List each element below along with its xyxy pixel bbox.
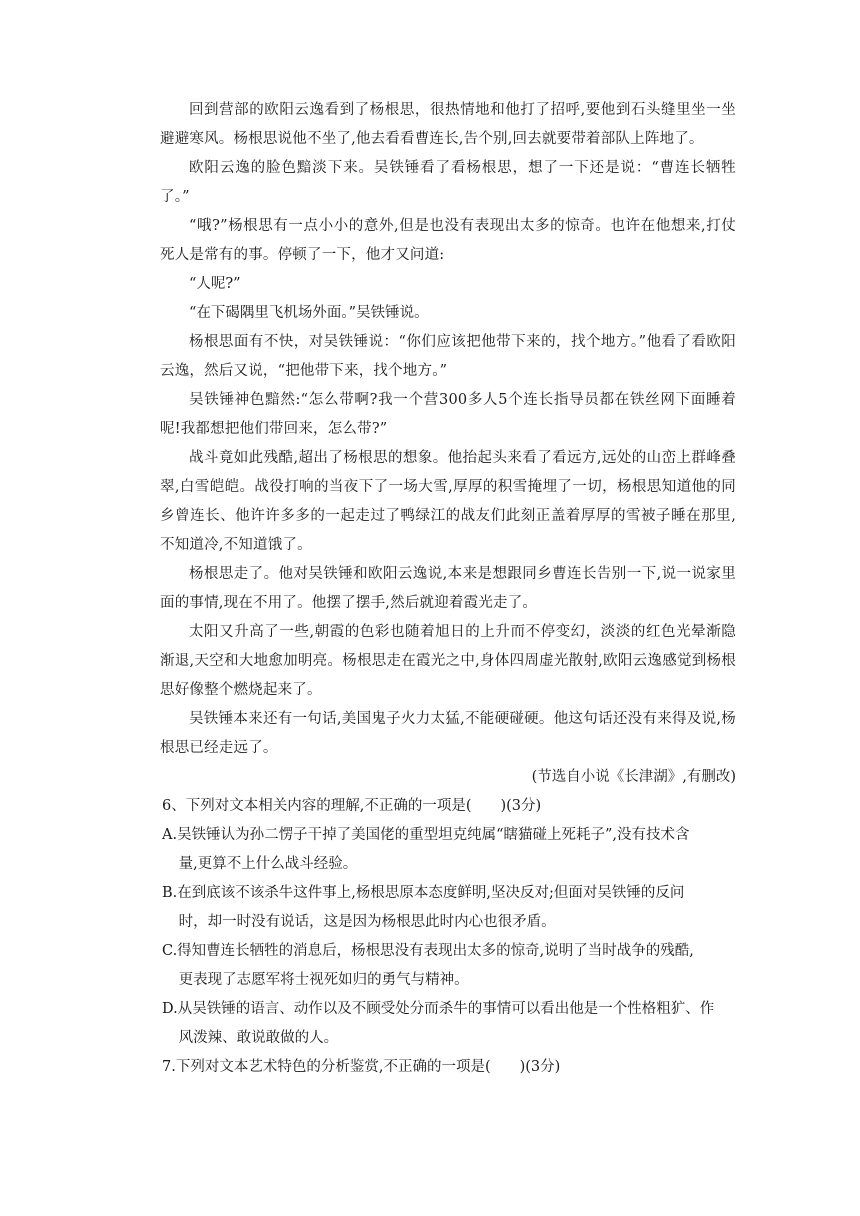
option-c-continuation: 更表现了志愿军将士视死如归的勇气与精神。	[178, 972, 469, 988]
question-6-option-b	[160, 879, 736, 937]
passage-paragraph-4: “人呢?”	[189, 276, 241, 292]
passage-paragraph-9: 杨根思走了。他对吴铁锤和欧阳云逸说,本来是想跟同乡曹连长告别一下,说一说家里面的事情,现在不用了。他摆了摆手,然后就迎着霞光走了。	[160, 566, 736, 611]
document-content	[160, 96, 736, 1082]
passage-paragraph-7: 吴铁锤神色黯然:“怎么带啊?我一个营300多人5个连长指导员都在铁丝网下面睡着呢!我都想把他们带回来，怎么带?”	[160, 392, 736, 437]
question-6-option-d	[160, 995, 736, 1053]
option-b-first-line: B.在到底该不该杀牛这件事上,杨根思原本态度鲜明,坚决反对;但面对吴铁锤的反问	[162, 885, 685, 901]
option-b-continuation: 时，却一时没有说话，这是因为杨根思此时内心也很矛盾。	[178, 914, 556, 930]
passage-paragraph-8: 战斗竟如此残酷,超出了杨根思的想象。他抬起头来看了看远方,远处的山峦上群峰叠翠,白雪皑皑。战役打响的当夜下了一场大雪,厚厚的积雪掩埋了一切，杨根思知道他的同乡曾连长、他许许多多的一起走过了鸭绿江的战友们此刻正盖着厚厚的雪被子睡在那里,不知道冷,不知道饿了。	[160, 450, 736, 553]
passage-paragraph-6: 杨根思面有不快，对吴铁锤说：“你们应该把他带下来的，找个地方。”他看了看欧阳云逸，然后又说，“把他带下来，找个地方。”	[160, 334, 736, 379]
passage-paragraph-10: 太阳又升高了一些,朝霞的色彩也随着旭日的上升而不停变幻，淡淡的红色光晕渐隐渐退,天空和大地愈加明亮。杨根思走在霞光之中,身体四周虚光散射,欧阳云逸感觉到杨根思好像整个燃烧起来了。	[160, 624, 736, 698]
option-d-continuation: 风泼辣、敢说敢做的人。	[178, 1030, 339, 1046]
option-c-first-line: C.得知曹连长牺牲的消息后，杨根思没有表现出太多的惊奇,说明了当时战争的残酷,	[162, 943, 694, 959]
passage-paragraph-5: “在下碣隅里飞机场外面。”吴铁锤说。	[189, 305, 429, 321]
question-7-stem: 7.下列对文本艺术特色的分析鉴赏,不正确的一项是( )(3分)	[162, 1059, 561, 1075]
option-d-first-line: D.从吴铁锤的语言、动作以及不顾受处分而杀牛的事情可以看出他是一个性格粗犷、作	[162, 1001, 715, 1017]
question-6-stem: 6、下列对文本相关内容的理解,不正确的一项是( )(3分)	[162, 798, 542, 814]
question-6-option-a	[160, 821, 736, 879]
passage-paragraph-11: 吴铁锤本来还有一句话,美国鬼子火力太猛,不能硬碰硬。他这句话还没有来得及说,杨根思已经走远了。	[160, 711, 736, 756]
option-a-continuation: 量,更算不上什么战斗经验。	[178, 856, 358, 872]
option-a-first-line: A.吴铁锤认为孙二愣子干掉了美国佬的重型坦克纯属“瞎猫碰上死耗子”,没有技术含	[162, 827, 690, 843]
question-6-option-c	[160, 937, 736, 995]
passage-paragraph-1: 回到营部的欧阳云逸看到了杨根思，很热情地和他打了招呼,要他到石头缝里坐一坐避避寒风。杨根思说他不坐了,他去看看曹连长,告个别,回去就要带着部队上阵地了。	[160, 102, 736, 147]
passage-paragraph-2: 欧阳云逸的脸色黯淡下来。吴铁锤看了看杨根思，想了一下还是说：“曹连长牺牲了。”	[160, 160, 736, 205]
passage-paragraph-3: “哦?”杨根思有一点小小的意外,但是也没有表现出太多的惊奇。也许在他想来,打仗死人是常有的事。停顿了一下，他才又问道:	[160, 218, 736, 263]
passage-source: (节选自小说《长津湖》,有删改)	[531, 769, 736, 785]
